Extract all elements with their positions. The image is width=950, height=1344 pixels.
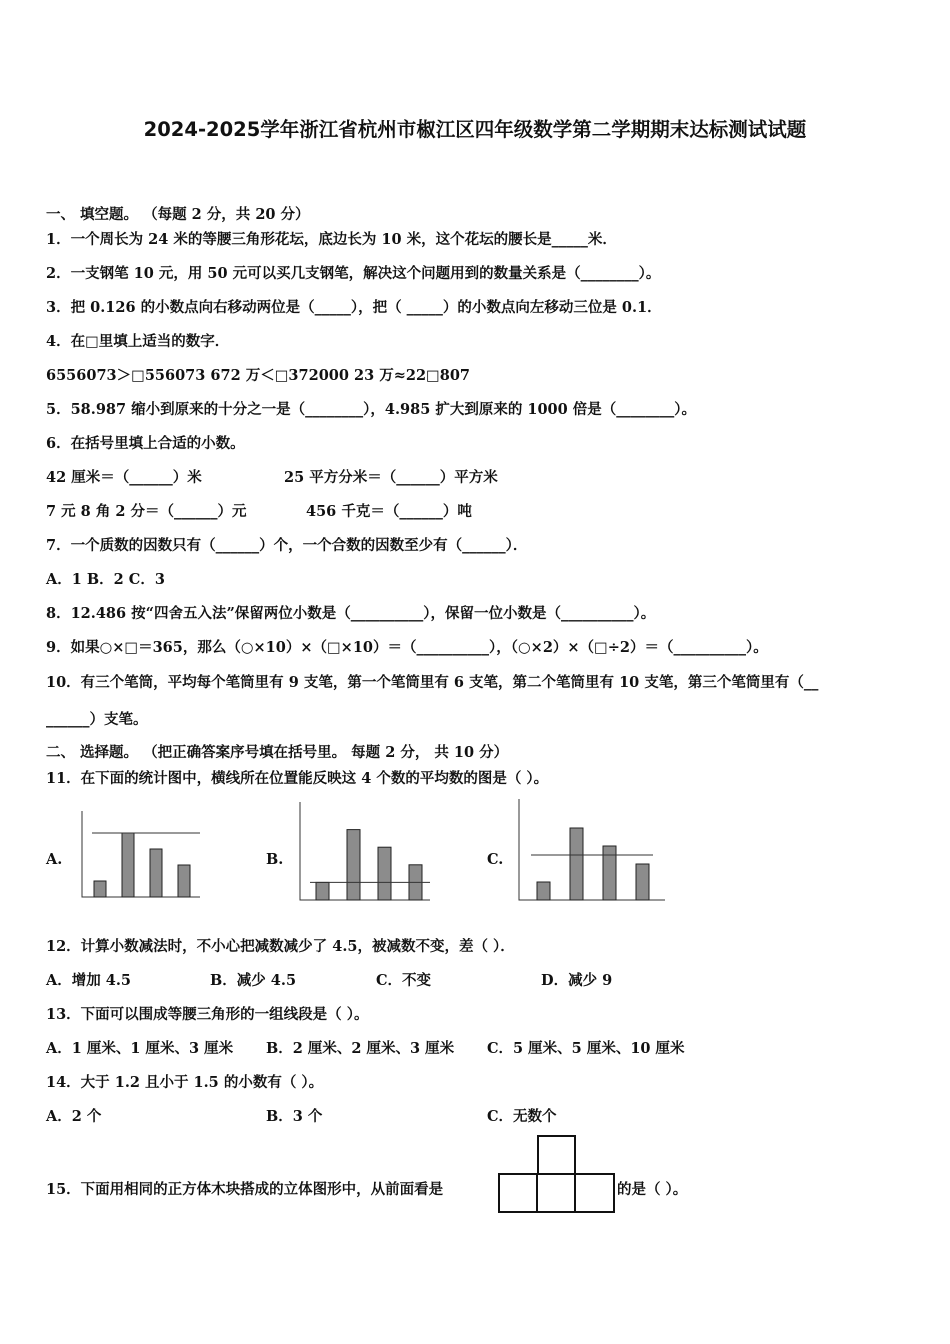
question-10-line-1: 10．有三个笔筒，平均每个笔筒里有 9 支笔，第一个笔筒里有 6 支笔，第二个笔筒里有 10 支笔，第三个笔筒里有（__ <box>46 674 819 691</box>
question-12-option-b: B．减少 4.5 <box>210 972 297 989</box>
cube-top <box>537 1135 576 1175</box>
question-7: 7．一个质数的因数只有（______）个，一个合数的因数至少有（______）． <box>46 537 528 554</box>
option-c-label: C. <box>487 851 504 868</box>
question-10-line-2: ______）支笔。 <box>46 711 148 728</box>
question-14-option-a: A．2 个 <box>46 1108 102 1125</box>
question-15-text: 15．下面用相同的正方体木块搭成的立体图形中，从前面看是 <box>46 1181 444 1198</box>
question-1: 1．一个周长为 24 米的等腰三角形花坛，底边长为 10 米，这个花坛的腰长是_____米． <box>46 231 617 248</box>
chart-bar <box>316 882 329 900</box>
question-14-option-c: C．无数个 <box>487 1108 557 1125</box>
question-7-options: A．1 B．2 C．3 <box>46 571 165 588</box>
chart-bar <box>603 846 616 900</box>
option-b-label: B. <box>266 851 284 868</box>
question-6-item-b: 25 平方分米＝（______）平方米 <box>284 469 498 486</box>
cube-bottom-middle <box>536 1173 576 1213</box>
question-12-option-d: D．减少 9 <box>541 972 613 989</box>
page-title: 2024-2025学年浙江省杭州市椒江区四年级数学第二学期期末达标测试试题 <box>143 118 807 141</box>
question-6-item-a: 42 厘米＝（______）米 <box>46 469 202 486</box>
question-5: 5．58.987 缩小到原来的十分之一是（________），4.985 扩大到原来的 1000 倍是（________）。 <box>46 401 697 418</box>
chart-bar <box>178 865 190 897</box>
question-14: 14．大于 1.2 且小于 1.5 的小数有（ ）。 <box>46 1074 324 1091</box>
question-9: 9．如果○×□＝365，那么（○×10）×（□×10）＝（__________），（○×2）×（□÷2）＝（__________）。 <box>46 639 768 656</box>
section-1-heading: 一、 填空题。 （每题 2 分，共 20 分） <box>46 206 310 223</box>
question-6-item-c: 7 元 8 角 2 分＝（______）元 <box>46 503 247 520</box>
question-6: 6．在括号里填上合适的小数。 <box>46 435 245 452</box>
question-12-option-c: C．不变 <box>376 972 432 989</box>
question-15-suffix: 的是（ ）。 <box>617 1181 688 1198</box>
question-14-option-b: B．3 个 <box>266 1108 323 1125</box>
question-8: 8．12.486 按“四舍五入法”保留两位小数是（__________），保留一位小数是（__________）。 <box>46 605 656 622</box>
chart-bar <box>94 881 106 897</box>
question-12-option-a: A．增加 4.5 <box>46 972 132 989</box>
question-4: 4．在□里填上适当的数字． <box>46 333 230 350</box>
cube-bottom-right <box>574 1173 615 1213</box>
chart-bar <box>122 833 134 897</box>
chart-bar <box>636 864 649 900</box>
question-12: 12．计算小数减法时，不小心把减数减少了 4.5，被减数不变，差（ ）． <box>46 938 515 955</box>
question-6-item-d: 456 千克＝（______）吨 <box>306 503 472 520</box>
question-13: 13．下面可以围成等腰三角形的一组线段是（ ）。 <box>46 1006 369 1023</box>
chart-bar <box>150 849 162 897</box>
question-11: 11．在下面的统计图中，横线所在位置能反映这 4 个数的平均数的图是（ ）。 <box>46 770 549 787</box>
question-13-option-b: B．2 厘米、2 厘米、3 厘米 <box>266 1040 455 1057</box>
question-3: 3．把 0.126 的小数点向右移动两位是（_____），把（ _____）的小数点向左移动三位是 0.1． <box>46 299 662 316</box>
bar-chart-b <box>296 800 438 905</box>
cube-bottom-left <box>498 1173 538 1213</box>
chart-bar <box>537 882 550 900</box>
question-13-option-a: A．1 厘米、1 厘米、3 厘米 <box>46 1040 234 1057</box>
question-13-option-c: C．5 厘米、5 厘米、10 厘米 <box>487 1040 685 1057</box>
option-a-label: A. <box>46 851 63 868</box>
chart-bar <box>570 828 583 900</box>
bar-chart-a <box>78 805 210 905</box>
chart-bar <box>378 847 391 900</box>
question-4-items: 6556073＞□556073 672 万＜□372000 23 万≈22□807 <box>46 367 471 384</box>
bar-chart-c <box>515 797 670 905</box>
question-2: 2．一支钢笔 10 元，用 50 元可以买几支钢笔，解决这个问题用到的数量关系是（________）。 <box>46 265 661 282</box>
front-view-figure <box>498 1135 615 1213</box>
section-2-heading: 二、 选择题。 （把正确答案序号填在括号里。 每题 2 分， 共 10 分） <box>46 744 509 761</box>
chart-bar <box>347 830 360 900</box>
